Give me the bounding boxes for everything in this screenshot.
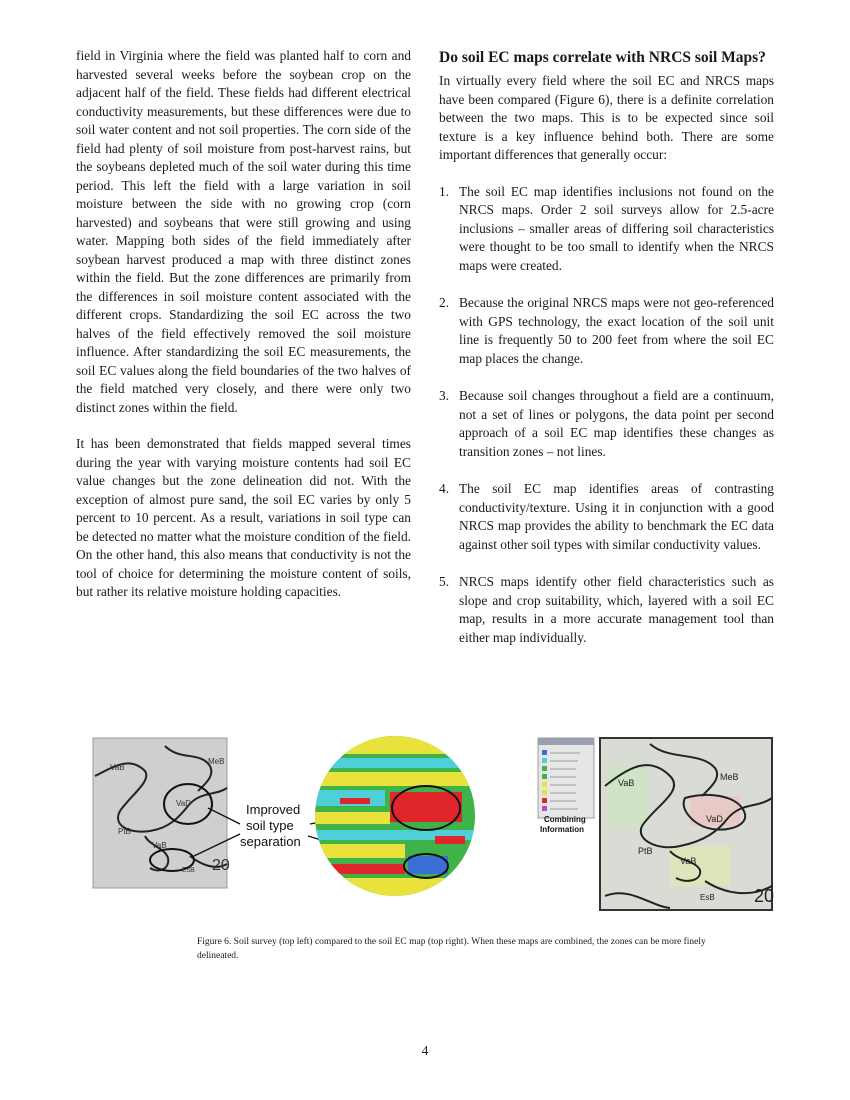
list-number: 3.	[439, 388, 450, 403]
list-text: Because soil changes throughout a field are a continuum, not a set of lines or polygons, the data point per second approach of a soil EC map identifies these changes as transition zones – not lines.	[459, 388, 774, 459]
callout-text: separation	[240, 834, 301, 849]
soil-label: VaB	[618, 778, 635, 788]
left-column	[76, 47, 411, 620]
body-paragraph: It has been demonstrated that fields mapped several times during the year with varying moisture contents had soil EC value changes but the zone delineation did not. With the exception of almost pure sand, the soil EC varies by only 5 percent to 10 percent. As a result, variations in soil type can be detected no matter what the moisture condition of the field. On the other hand, this also means that conductivity is not the tool of choice for determining the moisture content of soils, but rather its relative moisture holding capacities.	[76, 436, 411, 599]
soil-label: MeB	[208, 757, 225, 766]
right-column	[439, 47, 774, 666]
page-mark: 20	[212, 857, 230, 874]
list-number: 1.	[439, 183, 450, 199]
list-number: 5.	[439, 574, 450, 589]
body-paragraph: field in Virginia where the field was planted half to corn and harvested several weeks before the soybean crop on the adjacent half of the field. These fields had different electrical conductivity measurements, but these differences were due to soil water content and not soil properties. The corn side of the field had plenty of soil moisture from post-harvest rains, but the soybeans depleted much of the soil water during this time period. This left the field with a large variation in soil moisture between the side with no growing crop (corn harvested) and soybeans that were still growing and using water. Mapping both sides of the field immediately after soybean harvest produced a map with three distinct zones within the field. But the zone differences are primarily from the differences in soil moisture content associated with the different crops. Standardizing the soil EC across the two halves of the field effectively removed the soil moisture influence. After standardizing the soil EC measurements, the soil EC values along the field boundaries of the two halves of the field matched very closely, and there were only two distinct zones within the field.	[76, 48, 411, 415]
combined-map	[600, 738, 774, 910]
soil-label: VaB	[110, 763, 125, 772]
section-heading: Do soil EC maps correlate with NRCS soil Maps?	[439, 49, 766, 66]
list-item	[439, 480, 774, 554]
list-text: NRCS maps identify other field characteristics such as slope and crop suitability, which, layered with a soil EC map, results in a more accurate management tool than either map individually.	[459, 574, 774, 645]
legend-panel	[538, 738, 594, 818]
soil-label: PtB	[638, 846, 653, 856]
list-number: 2.	[439, 295, 450, 310]
callout-text: Improved	[246, 802, 301, 817]
list-number: 4.	[439, 481, 450, 496]
combining-label: Combining	[544, 815, 586, 824]
soil-label: MeB	[720, 772, 739, 782]
soil-label: EsB	[182, 867, 195, 874]
soil-label: VaD	[706, 814, 723, 824]
soil-label: VaB	[152, 841, 167, 850]
soil-ec-map	[315, 736, 475, 896]
figure-illustration	[90, 736, 780, 916]
combining-label: Information	[540, 825, 584, 834]
list-item	[439, 387, 774, 461]
soil-label: PtB	[118, 827, 131, 836]
callout-text: soil type	[246, 818, 294, 833]
figure-6	[90, 736, 780, 916]
soil-label: VaD	[176, 799, 191, 808]
soil-label: EsB	[700, 893, 715, 902]
list-item	[439, 573, 774, 647]
section-intro: In virtually every field where the soil EC and NRCS maps have been compared (Figure 6), there is a definite correlation between the two maps. This is to be expected since soil texture is a key influence behind both. There are some important differences that generally occur:	[439, 73, 774, 162]
list-text: Because the original NRCS maps were not geo-referenced with GPS technology, the exact location of the soil unit line is frequently 50 to 200 feet from where the soil EC map places the change.	[459, 295, 774, 366]
soil-label: VaB	[680, 856, 697, 866]
list-text: The soil EC map identifies inclusions not found on the NRCS maps. Order 2 soil surveys allow for 2.5-acre inclusions – smaller areas of differing soil characteristics were thought to be too small to identify when the NRCS maps were created.	[459, 183, 774, 273]
list-item	[439, 183, 774, 276]
figure-caption: Figure 6. Soil survey (top left) compared to the soil EC map (top right). When these maps are combined, the zones can be more finely delineated.	[197, 937, 706, 961]
page-mark: 20	[754, 886, 775, 906]
list-item	[439, 294, 774, 368]
list-text: The soil EC map identifies areas of contrasting conductivity/texture. Using it in conjunction with a good NRCS map provides the ability to benchmark the EC data against other soil types with similar conductivity values.	[459, 481, 774, 552]
differences-list	[439, 183, 774, 648]
soil-survey-map	[93, 738, 230, 888]
page-number: 4	[421, 1043, 429, 1058]
